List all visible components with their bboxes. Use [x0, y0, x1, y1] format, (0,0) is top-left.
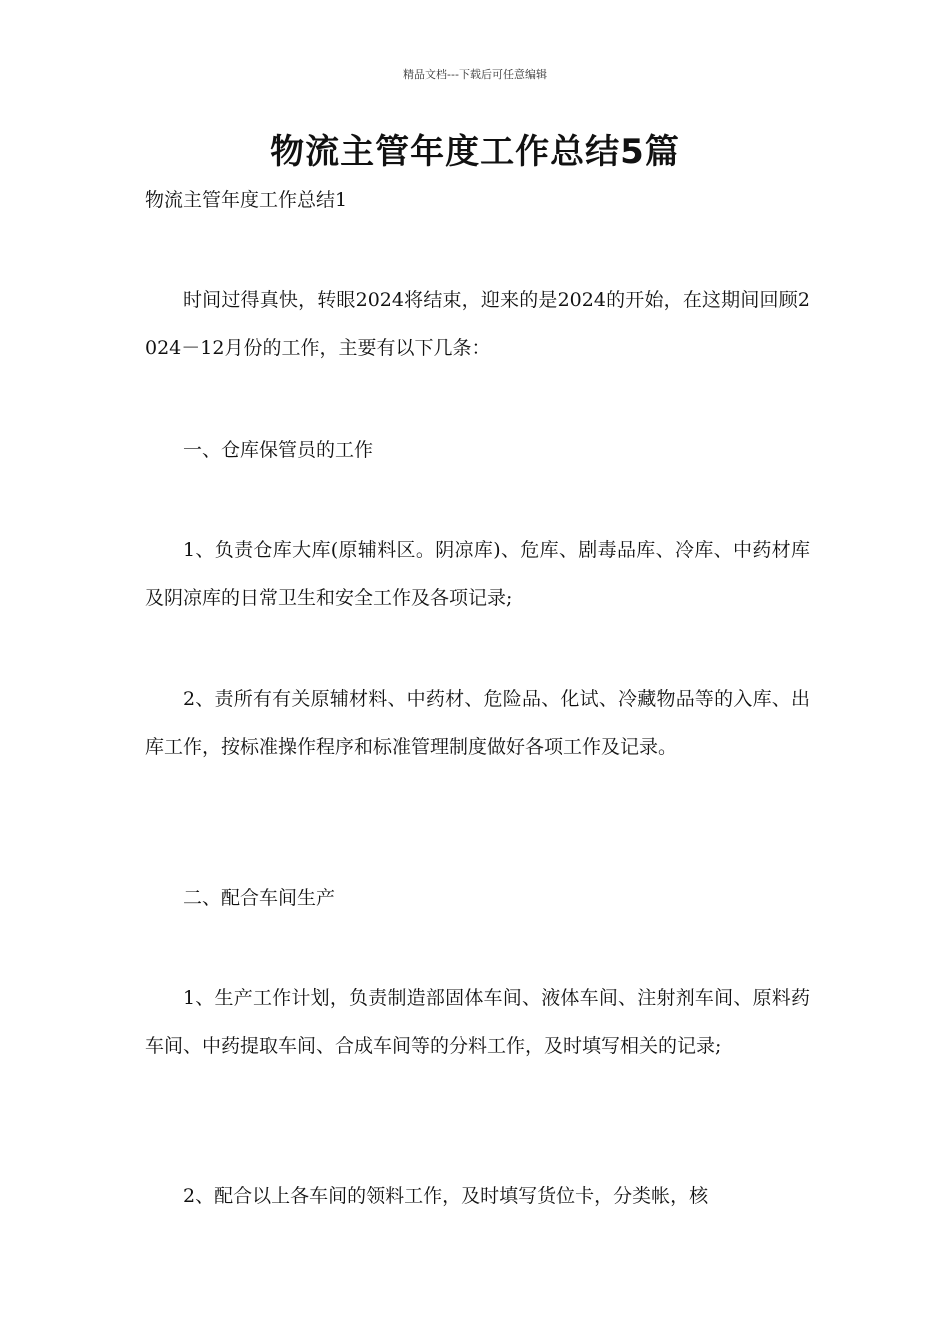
heading-warehouse-keeper: 一、仓库保管员的工作	[183, 439, 374, 461]
paragraph-intro: 时间过得真快，转眼2024将结束，迎来的是2024的开始，在这期间回顾2024－12月份的工作，主要有以下几条：	[145, 289, 810, 359]
section-subtitle: 物流主管年度工作总结1	[145, 189, 348, 211]
paragraph-production-duty-1: 1、生产工作计划，负责制造部固体车间、液体车间、注射剂车间、原料药车间、中药提取车间、合成车间等的分料工作，及时填写相关的记录;	[145, 987, 810, 1057]
header-note: 精品文档---下载后可任意编辑	[403, 68, 547, 81]
paragraph-production-duty-2: 2、配合以上各车间的领料工作，及时填写货位卡，分类帐，核	[183, 1185, 709, 1207]
paragraph-warehouse-duty-1: 1、负责仓库大库(原辅料区。阴凉库)、危库、剧毒品库、冷库、中药材库及阴凉库的日常卫生和安全工作及各项记录;	[145, 539, 810, 609]
document-title: 物流主管年度工作总结5篇	[270, 132, 680, 172]
paragraph-warehouse-duty-2: 2、责所有有关原辅材料、中药材、危险品、化试、冷藏物品等的入库、出库工作，按标准操作程序和标准管理制度做好各项工作及记录。	[145, 688, 810, 758]
heading-production-support: 二、配合车间生产	[183, 887, 336, 909]
